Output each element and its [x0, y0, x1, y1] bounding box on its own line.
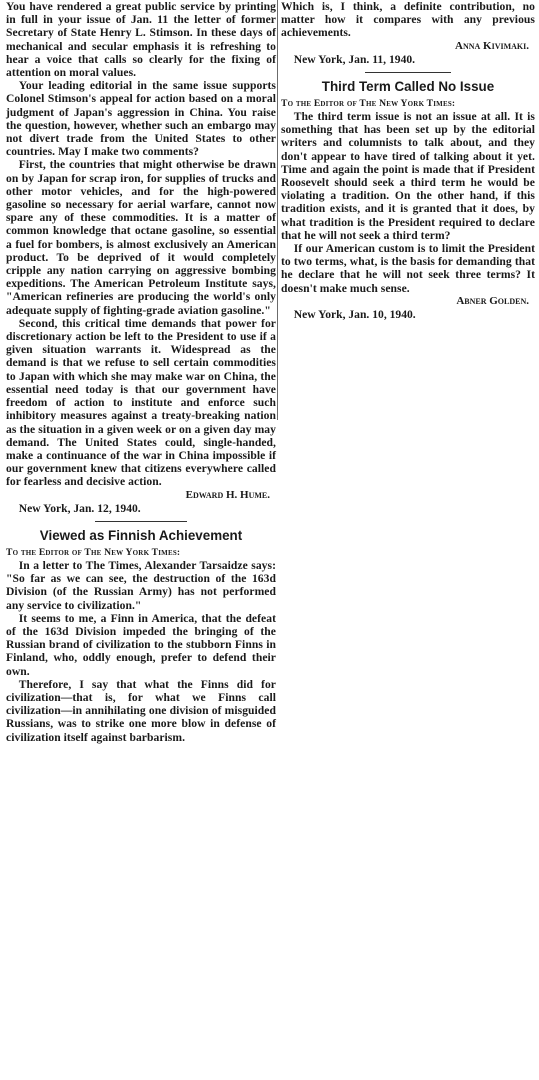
- letter-paragraph: Second, this critical time demands that power for discretionary action be left to the President to use if a given situation warrants it. Widespread as the demand is that we refuse to sell certain commodities to Japan with which she may make war on China, the essential need today is that our government have freedom of action to institute and enforce such inhibitory measures against a treaty-breaking nation as the situation in a given week or on a given day may demand. The United States could, single-handed, make a continuance of the war in China impossible if our government knew that citizens everywhere called for fearless and decisive action.: [6, 316, 276, 489]
- letter-paragraph: First, the countries that might otherwise be drawn on by Japan for scrap iron, for supplies of trucks and other motor vehicles, and for the high-powered gasoline so necessary for aerial warfare, cannot now spare any of these commodities. It is a matter of common knowledge that octane gasoline, so essential a fuel for bombers, is almost exclusively an American product. To be deprived of it would completely cripple any nation carrying on aggressive bombing expeditions. The American Petroleum Institute says, "American refineries are producing the world's only adequate supply of fighting-grade aviation gasoline.": [6, 158, 276, 317]
- section-rule: [95, 521, 187, 522]
- signature: Abner Golden.: [456, 294, 529, 307]
- letter-paragraph: You have rendered a great public service by printing in full in your issue of Jan. 11 the letter of former Secretary of State Henry L. Stimson. In these days of mechanical and secular emphasis it is refreshing to hear a voice that calls so clearly for the fixing of attention on moral values.: [6, 0, 276, 80]
- signature: Anna Kivimaki.: [455, 39, 529, 52]
- letter-headline: Third Term Called No Issue: [321, 79, 495, 95]
- letter-headline: Viewed as Finnish Achievement: [39, 527, 243, 543]
- signature: Edward H. Hume.: [185, 488, 270, 501]
- place-date: New York, Jan. 10, 1940.: [293, 308, 416, 322]
- right-column: [281, 0, 535, 321]
- letter-finnish-continued: [281, 0, 535, 66]
- section-rule: [365, 72, 451, 73]
- letter-paragraph: In a letter to The Times, Alexander Tarsaidze says: "So far as we can see, the destruction of the 163d Division (of the Russian Army) has not performed any service to civilization.": [6, 558, 276, 612]
- to-the-editor-line: To the Editor of The New York Times:: [6, 546, 181, 558]
- to-the-editor-line: To the Editor of The New York Times:: [281, 98, 456, 110]
- place-date: New York, Jan. 12, 1940.: [18, 501, 141, 515]
- letter-paragraph: It seems to me, a Finn in America, that the defeat of the 163d Division impeded the bringing of the Russian brand of civilization to the stubborn Finns in Finland, who, oddly enough, prefer to defend their own.: [6, 611, 276, 678]
- letter-paragraph: Therefore, I say that what the Finns did for civilization—that is, for what we Finns call civilization—in annihilating one division of misguided Russians, was to strike one more blow in defense of civilization itself against barbarism.: [6, 677, 276, 744]
- column-divider: [277, 0, 278, 420]
- letter-finnish: [6, 528, 276, 744]
- letter-paragraph: Which is, I think, a definite contribution, no matter how it compares with any previous achievements.: [281, 0, 535, 40]
- letter-paragraph: If our American custom is to limit the President to two terms, what, is the basis for demanding that he declare that he will not seek three terms? It doesn't make much sense.: [281, 242, 535, 295]
- place-date: New York, Jan. 11, 1940.: [293, 52, 416, 66]
- left-column: [6, 0, 276, 744]
- letter-paragraph: The third term issue is not an issue at all. It is something that has been set up by the editorial writers and columnists to talk about, and they don't appear to have tired of talking about it yet. Time and again the point is made that if President Roosevelt should seek a third term he would be violating a tradition. On the other hand, if this tradition exists, and it is granted that it does, by what tradition is the President required to declare that he will not seek a third term?: [281, 110, 535, 242]
- letter-third-term: [281, 79, 535, 321]
- letter-hume: [6, 0, 276, 515]
- letter-paragraph: Your leading editorial in the same issue supports Colonel Stimson's appeal for action based on a moral judgment of Japan's aggression in China. You raise the question, however, whether such an embargo may not divert trade from the United States to other countries. May I make two comments?: [6, 79, 276, 159]
